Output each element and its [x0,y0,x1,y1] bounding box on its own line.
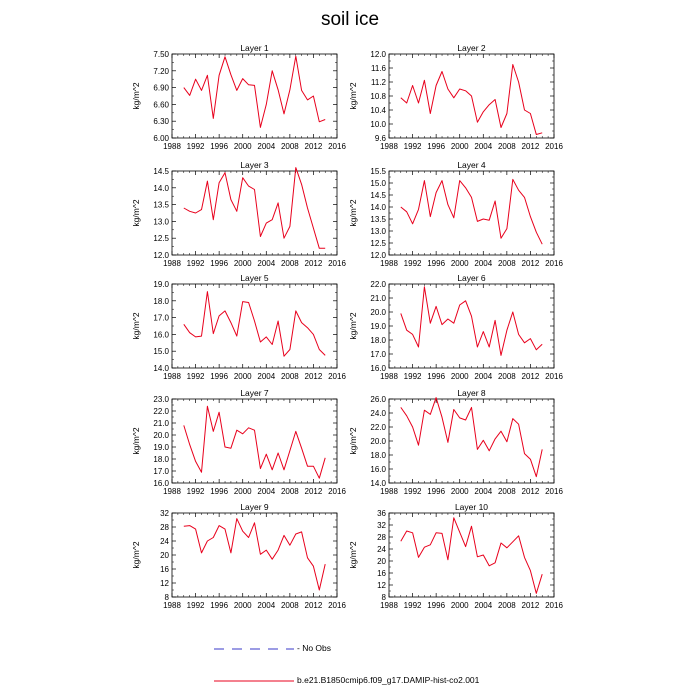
layer-2-xtick-label-2016: 2016 [545,142,563,151]
layer-9-xtick-label-1988: 1988 [163,601,181,610]
layer-8-xtick-label-2004: 2004 [474,487,493,496]
layer-4-xtick-label-2004: 2004 [474,259,493,268]
layer-2-ytick-label-10.4: 10.4 [370,106,386,115]
layer-3-xtick-label-2004: 2004 [257,259,276,268]
layer-7-xtick-label-2008: 2008 [280,487,299,496]
layer-9-xtick-label-1992: 1992 [186,601,205,610]
figure-title: soil ice [320,9,380,30]
layer-1-title: Layer 1 [240,43,269,53]
layer-7-plot-frame [172,399,337,483]
layer-9-ytick-label-12: 12 [160,579,169,588]
layer-9-xtick-label-2004: 2004 [257,601,276,610]
layer-7-title: Layer 7 [240,388,269,398]
panel-layer-10 [348,502,563,610]
layer-9-ytick-label-32: 32 [160,509,169,518]
layer-2-ylabel: kg/m^2 [348,82,358,110]
layer-10-ytick-label-28: 28 [377,533,386,542]
layer-5-xtick-label-1996: 1996 [210,372,229,381]
layer-7-xtick-label-1988: 1988 [163,487,181,496]
layer-2-ytick-label-11.6: 11.6 [371,64,386,73]
layer-8-ytick-label-22.0: 22.0 [370,423,386,432]
layer-3-xtick-label-2000: 2000 [233,259,252,268]
layer-1-xtick-label-2004: 2004 [257,142,276,151]
layer-4-xtick-label-1992: 1992 [403,259,422,268]
layer-8-xtick-label-2012: 2012 [521,487,540,496]
layer-4-title: Layer 4 [457,160,486,170]
layer-6-xtick-label-1992: 1992 [403,372,422,381]
layer-8-xtick-label-2008: 2008 [497,487,516,496]
layer-4-xtick-label-1996: 1996 [427,259,446,268]
layer-5-ytick-label-16.0: 16.0 [153,330,169,340]
layer-8-ytick-label-26.0: 26.0 [370,395,386,404]
layer-7-xtick-label-1992: 1992 [186,487,205,496]
layer-1-series-line [184,56,325,127]
layer-8-xtick-label-1988: 1988 [380,487,398,496]
layer-7-ytick-label-20.0: 20.0 [153,431,169,440]
layer-10-title: Layer 10 [454,502,489,512]
layer-10-ytick-label-8: 8 [381,593,386,602]
layer-6-xtick-label-2000: 2000 [450,372,469,381]
layer-2-ytick-label-10.8: 10.8 [370,92,386,101]
layer-6-xtick-label-2004: 2004 [474,372,493,381]
layer-2-xtick-label-1996: 1996 [427,142,446,151]
layer-2-xtick-label-1988: 1988 [380,142,398,151]
layer-6-ytick-label-16.0: 16.0 [370,364,386,373]
layer-8-series-line [401,398,542,477]
layer-7-ytick-label-19.0: 19.0 [153,443,169,452]
layer-6-series-line [401,287,542,356]
layer-2-xtick-label-2012: 2012 [521,142,540,151]
layer-2-title: Layer 2 [457,43,486,53]
layer-10-ytick-label-36: 36 [377,509,386,518]
layer-9-series-line [184,519,325,590]
layer-9-xtick-label-2012: 2012 [304,601,323,610]
layer-3-xtick-label-2016: 2016 [328,259,346,268]
layer-8-ytick-label-18.0: 18.0 [370,451,386,460]
layer-1-ytick-label-6.00: 6.00 [153,134,169,143]
layer-6-ytick-label-20.0: 20.0 [370,308,386,317]
layer-4-ytick-label-13.5: 13.5 [370,215,386,224]
layer-2-xtick-label-2008: 2008 [497,142,516,151]
layer-5-xtick-label-2016: 2016 [328,372,346,381]
layer-2-ytick-label-10.0: 10.0 [370,120,386,129]
panel-layer-8 [348,388,563,496]
layer-7-xtick-label-2016: 2016 [328,487,346,496]
layer-3-ytick-label-13.5: 13.5 [153,200,169,210]
layer-3-xtick-label-2008: 2008 [280,259,299,268]
layer-1-ytick-label-7.20: 7.20 [153,66,169,76]
layer-6-xtick-label-2016: 2016 [545,372,563,381]
layer-4-series-line [401,179,542,244]
panel-layer-9 [131,502,346,610]
layer-9-ytick-label-28: 28 [160,523,169,532]
layer-3-ytick-label-12.0: 12.0 [153,251,169,260]
layer-3-ytick-label-12.5: 12.5 [153,234,169,244]
layer-7-xtick-label-2000: 2000 [233,487,252,496]
layer-4-xtick-label-2012: 2012 [521,259,540,268]
layer-3-ytick-label-13.0: 13.0 [153,217,169,227]
layer-5-title: Layer 5 [240,273,269,283]
layer-5-ytick-label-15.0: 15.0 [153,347,169,357]
layer-3-title: Layer 3 [240,160,269,170]
layer-4-ytick-label-15.5: 15.5 [370,167,386,176]
layer-6-title: Layer 6 [457,273,486,283]
layer-1-xtick-label-1996: 1996 [210,142,229,151]
layer-1-ytick-label-6.60: 6.60 [153,100,169,110]
layer-7-xtick-label-2004: 2004 [257,487,276,496]
layer-1-xtick-label-2000: 2000 [233,142,252,151]
layer-5-plot-frame [172,284,337,368]
layer-3-xtick-label-1996: 1996 [210,259,229,268]
layer-6-ylabel: kg/m^2 [348,312,358,340]
legend-label-no-obs: - No Obs [297,643,332,653]
layer-4-ytick-label-13.0: 13.0 [370,227,386,236]
layer-10-xtick-label-1992: 1992 [403,601,422,610]
layer-10-xtick-label-1988: 1988 [380,601,398,610]
layer-4-xtick-label-2000: 2000 [450,259,469,268]
layer-1-xtick-label-1988: 1988 [163,142,181,151]
layer-7-ytick-label-22.0: 22.0 [153,407,169,416]
layer-1-xtick-label-2012: 2012 [304,142,323,151]
panel-layer-1 [131,43,346,151]
layer-9-plot-frame [172,513,337,597]
layer-9-ytick-label-16: 16 [160,565,169,574]
layer-1-xtick-label-1992: 1992 [186,142,205,151]
layer-9-ytick-label-8: 8 [164,593,169,602]
layer-9-title: Layer 9 [240,502,269,512]
layer-1-ytick-label-6.90: 6.90 [153,83,169,93]
layer-6-xtick-label-2008: 2008 [497,372,516,381]
layer-8-title: Layer 8 [457,388,486,398]
layer-9-xtick-label-1996: 1996 [210,601,229,610]
layer-2-series-line [401,65,542,135]
layer-9-xtick-label-2008: 2008 [280,601,299,610]
layer-2-ytick-label-9.6: 9.6 [374,134,386,143]
layer-6-plot-frame [389,284,554,368]
layer-9-xtick-label-2016: 2016 [328,601,346,610]
layer-1-xtick-label-2016: 2016 [328,142,346,151]
layer-10-ylabel: kg/m^2 [348,541,358,569]
layer-5-xtick-label-2012: 2012 [304,372,323,381]
layer-4-ytick-label-12.5: 12.5 [370,239,386,248]
layer-10-ytick-label-20: 20 [377,557,386,566]
layer-1-ytick-label-6.30: 6.30 [153,117,169,127]
layer-10-xtick-label-2000: 2000 [450,601,469,610]
layer-4-xtick-label-1988: 1988 [380,259,398,268]
layer-6-ytick-label-17.0: 17.0 [370,350,386,359]
layer-10-plot-frame [389,513,554,597]
layer-2-xtick-label-2000: 2000 [450,142,469,151]
layer-8-ytick-label-16.0: 16.0 [370,465,386,474]
layer-7-ytick-label-17.0: 17.0 [153,467,169,476]
layer-1-plot-frame [172,54,337,138]
layer-9-ytick-label-24: 24 [160,537,169,546]
layer-7-series-line [184,406,325,478]
layer-8-ytick-label-20.0: 20.0 [370,437,386,446]
layer-5-xtick-label-1988: 1988 [163,372,181,381]
layer-6-ytick-label-19.0: 19.0 [370,322,386,331]
layer-5-xtick-label-2004: 2004 [257,372,276,381]
layer-5-xtick-label-2008: 2008 [280,372,299,381]
layer-4-ytick-label-15.0: 15.0 [370,179,386,188]
layer-2-xtick-label-1992: 1992 [403,142,422,151]
layer-8-xtick-label-2000: 2000 [450,487,469,496]
layer-10-ytick-label-12: 12 [377,581,386,590]
layer-2-ytick-label-12.0: 12.0 [370,50,386,59]
layer-5-xtick-label-1992: 1992 [186,372,205,381]
layer-3-ytick-label-14.5: 14.5 [153,167,169,176]
layer-3-plot-frame [172,171,337,255]
layer-6-xtick-label-1988: 1988 [380,372,398,381]
layer-6-ytick-label-18.0: 18.0 [370,336,386,345]
layer-3-series-line [184,168,325,249]
layer-5-ytick-label-17.0: 17.0 [153,313,169,323]
layer-10-xtick-label-2008: 2008 [497,601,516,610]
layer-10-ytick-label-32: 32 [377,521,386,530]
layer-1-xtick-label-2008: 2008 [280,142,299,151]
layer-2-ytick-label-11.2: 11.2 [371,78,386,87]
layer-3-xtick-label-2012: 2012 [304,259,323,268]
layer-7-xtick-label-2012: 2012 [304,487,323,496]
layer-5-series-line [184,292,325,357]
layer-3-ylabel: kg/m^2 [131,199,141,227]
layer-8-ytick-label-14.0: 14.0 [370,479,386,488]
layer-5-ylabel: kg/m^2 [131,312,141,340]
panel-layer-3 [131,160,346,268]
layer-9-ylabel: kg/m^2 [131,541,141,569]
layer-7-ytick-label-18.0: 18.0 [153,455,169,464]
layer-3-xtick-label-1992: 1992 [186,259,205,268]
layer-2-xtick-label-2004: 2004 [474,142,493,151]
panel-layer-5 [131,273,346,381]
layer-8-xtick-label-1992: 1992 [403,487,422,496]
layer-7-xtick-label-1996: 1996 [210,487,229,496]
layer-7-ytick-label-21.0: 21.0 [153,419,169,428]
layer-6-ytick-label-21.0: 21.0 [370,294,386,303]
layer-4-xtick-label-2016: 2016 [545,259,563,268]
layer-3-xtick-label-1988: 1988 [163,259,181,268]
layer-8-ylabel: kg/m^2 [348,427,358,455]
layer-7-ylabel: kg/m^2 [131,427,141,455]
layer-10-xtick-label-2016: 2016 [545,601,563,610]
layer-9-ytick-label-20: 20 [160,551,169,560]
layer-4-ytick-label-14.0: 14.0 [370,203,386,212]
layer-4-ytick-label-14.5: 14.5 [370,191,386,200]
layer-8-xtick-label-2016: 2016 [545,487,563,496]
layer-6-xtick-label-1996: 1996 [427,372,446,381]
layer-3-ytick-label-14.0: 14.0 [153,183,169,193]
layer-8-xtick-label-1996: 1996 [427,487,446,496]
layer-5-ytick-label-19.0: 19.0 [153,280,169,289]
layer-6-xtick-label-2012: 2012 [521,372,540,381]
layer-1-ytick-label-7.50: 7.50 [153,50,169,59]
layer-6-ytick-label-22.0: 22.0 [370,280,386,289]
legend-label-model: b.e21.B1850cmip6.f09_g17.DAMIP-hist-co2.001 [297,675,480,685]
layer-4-ytick-label-12.0: 12.0 [370,251,386,260]
layer-10-ytick-label-24: 24 [377,545,386,554]
layer-5-xtick-label-2000: 2000 [233,372,252,381]
layer-4-ylabel: kg/m^2 [348,199,358,227]
layer-8-ytick-label-24.0: 24.0 [370,409,386,418]
panel-layer-7 [131,388,346,496]
layer-5-ytick-label-18.0: 18.0 [153,296,169,306]
layer-10-ytick-label-16: 16 [377,569,386,578]
layer-10-xtick-label-2004: 2004 [474,601,493,610]
layer-10-xtick-label-2012: 2012 [521,601,540,610]
layer-10-series-line [401,518,542,594]
layer-7-ytick-label-16.0: 16.0 [153,479,169,488]
layer-4-xtick-label-2008: 2008 [497,259,516,268]
layer-5-ytick-label-14.0: 14.0 [153,364,169,373]
layer-7-ytick-label-23.0: 23.0 [153,395,169,404]
layer-8-plot-frame [389,399,554,483]
layer-9-xtick-label-2000: 2000 [233,601,252,610]
layer-1-ylabel: kg/m^2 [131,82,141,110]
panel-layer-6 [348,273,563,381]
panel-layer-4 [348,160,563,268]
layer-10-xtick-label-1996: 1996 [427,601,446,610]
panel-layer-2 [348,43,563,151]
